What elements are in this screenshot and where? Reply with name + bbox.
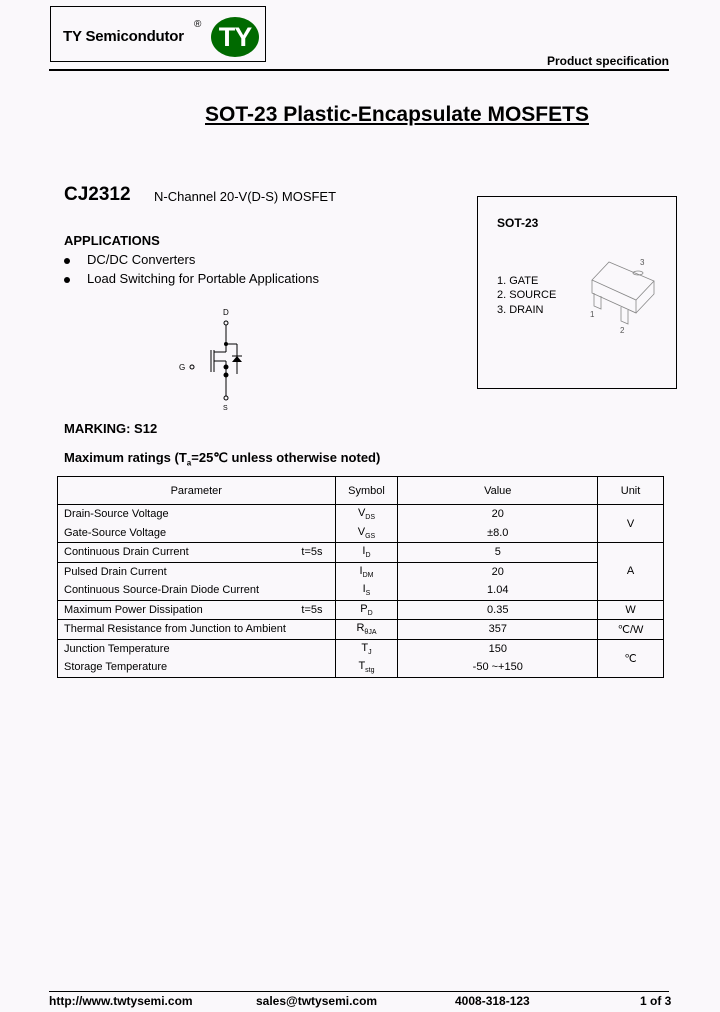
symbol-cell (335, 543, 398, 563)
brand-name: TY Semicondutor (63, 28, 184, 45)
table-row (58, 581, 664, 600)
ratings-heading-text: =25℃ unless otherwise noted) (191, 450, 381, 465)
param-cell (58, 639, 336, 658)
bullet-icon (64, 277, 70, 283)
table-row (58, 658, 664, 677)
symbol: P (360, 602, 368, 615)
symbol: V (357, 507, 366, 520)
header-value: Value (398, 477, 598, 505)
value-cell: 357 (398, 620, 598, 640)
symbol: R (356, 622, 365, 635)
unit-cell: A (598, 543, 664, 601)
ratings-heading-text: Maximum ratings (T (64, 450, 187, 465)
package-box (477, 196, 677, 389)
symbol-subscript: DS (365, 514, 376, 522)
unit-cell: V (598, 505, 664, 543)
symbol-cell (335, 620, 398, 640)
part-number: CJ2312 (64, 184, 131, 205)
company-logo (50, 6, 266, 62)
footer-divider (49, 991, 669, 992)
header-unit: Unit (598, 477, 664, 505)
symbol-cell (335, 658, 398, 677)
param-cell (58, 562, 336, 581)
symbol-subscript: DM (362, 571, 374, 579)
symbol: T (358, 660, 366, 673)
unit-cell: W (598, 600, 664, 620)
param-name: Pulsed Drain Current (64, 565, 167, 578)
value-cell: 150 (398, 639, 598, 658)
applications-heading: APPLICATIONS (64, 233, 160, 248)
pin-gate: 1. GATE (497, 275, 539, 287)
param-name: Continuous Drain Current (64, 546, 189, 559)
symbol: V (357, 525, 366, 538)
table-row (58, 543, 664, 563)
application-item (64, 271, 319, 286)
unit-cell: ℃ (598, 639, 664, 677)
param-cell (58, 620, 336, 640)
spec-label: Product specification (546, 54, 669, 68)
param-cell (58, 543, 336, 563)
param-name: Gate-Source Voltage (64, 526, 167, 539)
drain-label: D (223, 308, 229, 317)
param-name: Maximum Power Dissipation (64, 603, 203, 616)
param-name: Continuous Source-Drain Diode Current (64, 584, 260, 597)
symbol-cell (335, 639, 398, 658)
param-cell (58, 600, 336, 620)
param-condition: t=5s (301, 603, 323, 616)
value-cell: -50 ~+150 (398, 658, 598, 677)
symbol: I (359, 564, 363, 577)
pin-2-label: 2 (620, 326, 625, 335)
symbol-cell (335, 581, 398, 600)
registered-mark: ® (194, 19, 202, 30)
symbol-subscript: stg (365, 667, 375, 675)
symbol-subscript: D (367, 609, 373, 617)
value-cell: 20 (398, 562, 598, 581)
value-cell: 5 (398, 543, 598, 563)
param-name: Drain-Source Voltage (64, 508, 169, 521)
ratings-heading (64, 450, 380, 468)
package-name: SOT-23 (497, 216, 539, 230)
header-symbol: Symbol (335, 477, 398, 505)
max-ratings-table (57, 476, 664, 678)
symbol-subscript: S (365, 590, 371, 598)
header-parameter: Parameter (58, 477, 336, 505)
table-row (58, 524, 664, 543)
symbol-subscript: θJA (364, 629, 377, 637)
param-cell (58, 581, 336, 600)
mosfet-schematic-icon (160, 300, 260, 410)
param-cell (58, 505, 336, 524)
table-row (58, 505, 664, 524)
logo-badge: TY (211, 17, 259, 57)
param-name: Thermal Resistance from Junction to Ambient (64, 623, 286, 636)
symbol-cell (335, 505, 398, 524)
symbol-cell (335, 562, 398, 581)
sot23-package-icon (576, 251, 666, 341)
pin-3-label: 3 (640, 258, 645, 267)
symbol-cell (335, 524, 398, 543)
pin-drain: 3. DRAIN (497, 304, 544, 316)
symbol: I (362, 583, 366, 596)
value-cell: 0.35 (398, 600, 598, 620)
table-row (58, 562, 664, 581)
value-cell: 1.04 (398, 581, 598, 600)
table-row (58, 620, 664, 640)
symbol: I (362, 545, 366, 558)
symbol: T (361, 641, 369, 654)
param-name: Storage Temperature (64, 661, 168, 674)
footer-url[interactable]: http://www.twtysemi.com (49, 994, 193, 1008)
header-divider (49, 69, 669, 71)
table-row (58, 600, 664, 620)
symbol-subscript: GS (365, 532, 376, 540)
symbol-subscript: D (365, 552, 371, 560)
symbol-cell (335, 600, 398, 620)
table-header-row (58, 477, 664, 505)
marking-label: MARKING: S12 (64, 421, 158, 436)
pin-1-label: 1 (590, 310, 595, 319)
bullet-icon (64, 258, 70, 264)
param-cell (58, 658, 336, 677)
part-description: N-Channel 20-V(D-S) MOSFET (154, 189, 337, 204)
source-label: S (223, 405, 228, 410)
pin-source: 2. SOURCE (497, 289, 557, 301)
param-name: Junction Temperature (64, 642, 170, 655)
application-text: DC/DC Converters (87, 252, 196, 267)
unit-cell: ℃/W (598, 620, 664, 640)
value-cell: 20 (398, 505, 598, 524)
param-cell (58, 524, 336, 543)
param-condition: t=5s (301, 546, 323, 559)
application-item (64, 252, 195, 267)
symbol-subscript: J (368, 648, 372, 656)
application-text: Load Switching for Portable Applications (87, 271, 319, 286)
table-row (58, 639, 664, 658)
value-cell: ±8.0 (398, 524, 598, 543)
page-title: SOT-23 Plastic-Encapsulate MOSFETS (205, 103, 589, 126)
ratings-heading-sub: a (186, 458, 192, 468)
footer-page-number: 1 of 3 (640, 994, 672, 1008)
footer-phone: 4008-318-123 (455, 994, 530, 1008)
footer-email[interactable]: sales@twtysemi.com (256, 994, 378, 1008)
gate-label: G (179, 363, 186, 372)
